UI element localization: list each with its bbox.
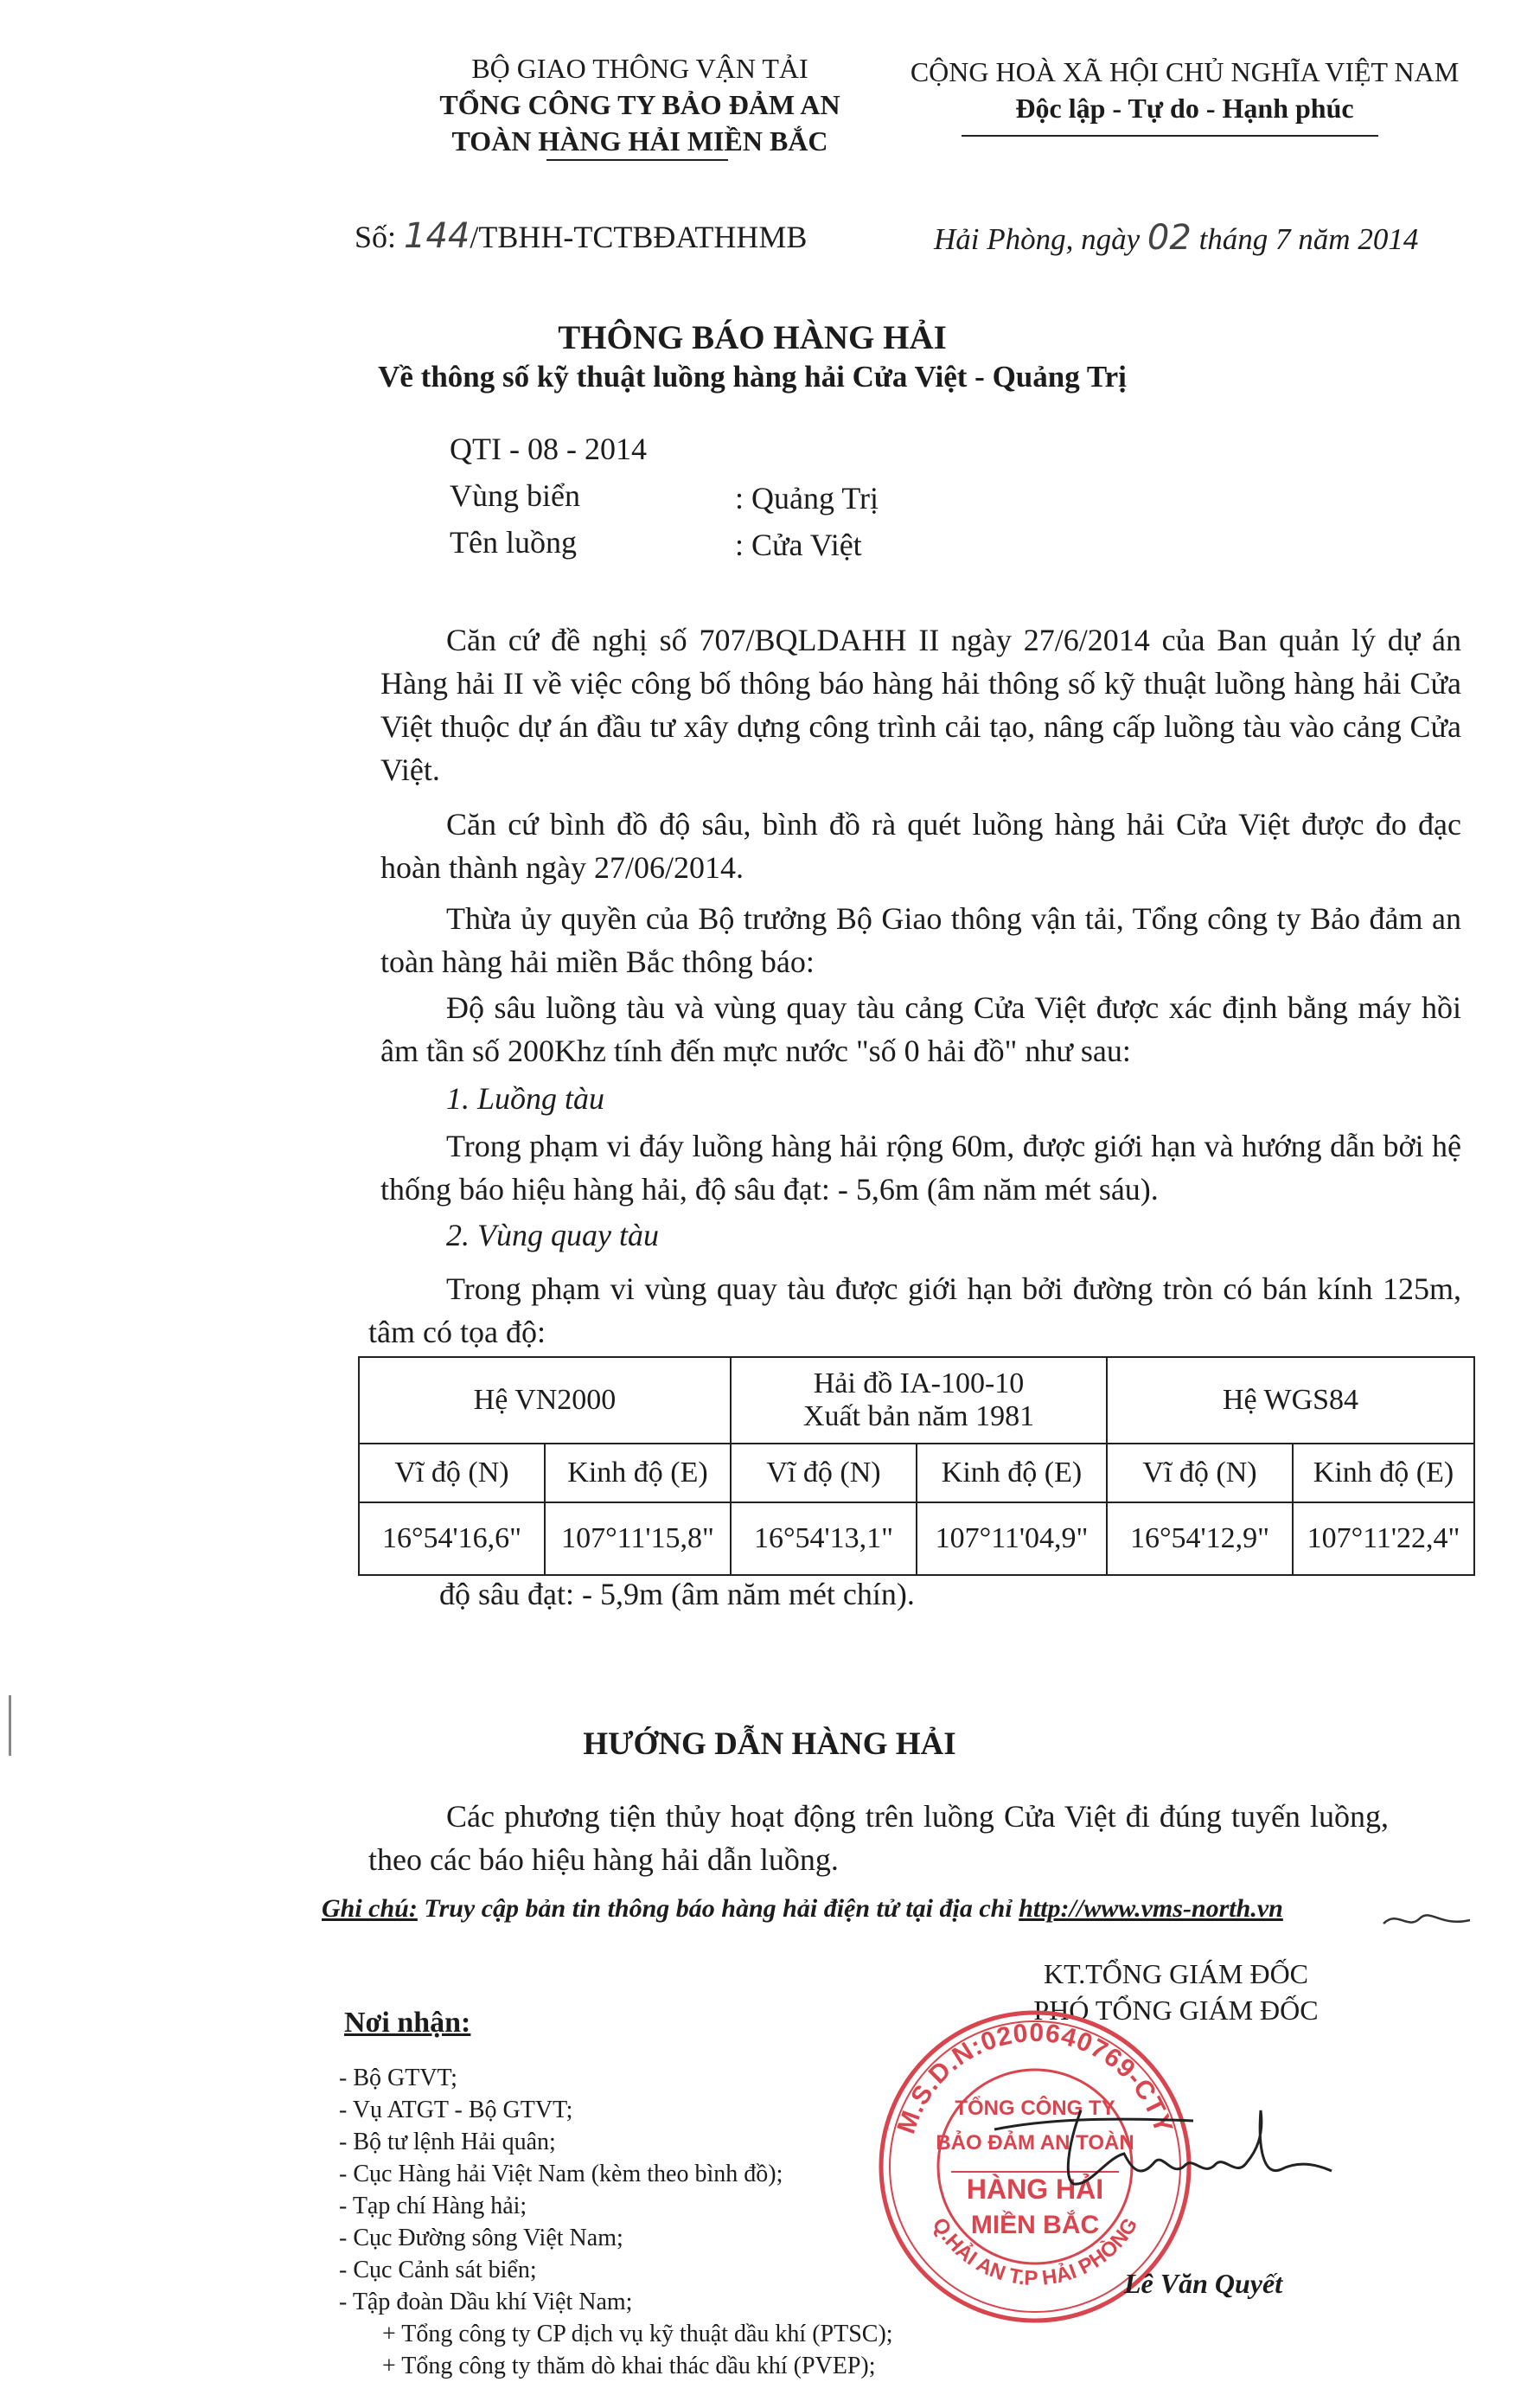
wgs-lon-value: 107°11'22,4" xyxy=(1293,1502,1474,1575)
wgs-lat-header: Vĩ độ (N) xyxy=(1107,1444,1293,1502)
signature-role-1: KT.TỔNG GIÁM ĐỐC xyxy=(1043,1958,1309,1989)
svg-text:Q.HẢI AN T.P HẢI PHÒNG: Q.HẢI AN T.P HẢI PHÒNG xyxy=(927,2213,1143,2291)
paragraph-authority: Thừa ủy quyền của Bộ trưởng Bộ Giao thông vận tải, Tổng công ty Bảo đảm an toàn hàng hải miền Bắc thông báo: xyxy=(380,901,1461,979)
turning-basin-depth: độ sâu đạt: - 5,9m (âm năm mét chín). xyxy=(439,1577,915,1611)
list-item: - Vụ ATGT - Bộ GTVT; xyxy=(339,2097,573,2123)
company-name-line1: TỔNG CÔNG TY BẢO ĐẢM AN xyxy=(439,89,840,120)
list-item: - Cục Cảnh sát biển; xyxy=(339,2257,537,2283)
list-item: - Bộ tư lệnh Hải quân; xyxy=(339,2129,556,2155)
recipients-list xyxy=(339,2062,893,2382)
ministry-name: BỘ GIAO THÔNG VẬN TẢI xyxy=(471,53,808,84)
wgs-lon-header: Kinh độ (E) xyxy=(1293,1444,1474,1502)
svg-text:M.S.D.N:0200640769-CTY: M.S.D.N:0200640769-CTY xyxy=(891,2018,1179,2138)
national-motto-block xyxy=(891,54,1479,126)
paragraph-basis-2: Căn cứ bình đồ độ sâu, bình đồ rà quét luồng hàng hải Cửa Việt được đo đạc hoàn thành ngày 27/06/2014. xyxy=(380,807,1461,885)
list-item: - Cục Đường sông Việt Nam; xyxy=(339,2225,623,2251)
note-text: Truy cập bản tin thông báo hàng hải điện tử tại địa chỉ xyxy=(424,1894,1013,1923)
list-item: - Bộ GTVT; xyxy=(339,2065,457,2091)
issuer-underline xyxy=(546,159,728,161)
ia-lat-value: 16°54'13,1" xyxy=(731,1502,917,1575)
section-heading-channel: 1. Luồng tàu xyxy=(446,1081,605,1116)
coordinate-table xyxy=(358,1356,1475,1576)
notice-title: THÔNG BÁO HÀNG HẢI xyxy=(558,319,947,356)
table-subheader-row xyxy=(359,1444,1474,1502)
list-item: - Cục Hàng hải Việt Nam (kèm theo bình đồ); xyxy=(339,2161,783,2187)
recipients-title: Nơi nhận: xyxy=(344,2007,471,2039)
signature-role-2: PHÓ TỔNG GIÁM ĐỐC xyxy=(1033,1995,1319,2026)
initial-mark-icon xyxy=(1380,1901,1475,1936)
note-url-link[interactable]: http://www.vms-north.vn xyxy=(1019,1894,1283,1923)
motto-underline xyxy=(962,135,1378,137)
note-line xyxy=(322,1894,1283,1924)
issuer-block xyxy=(380,50,899,159)
table-header-row xyxy=(359,1357,1474,1444)
channel-label: Tên luồng xyxy=(450,525,577,560)
paragraph-depth-method: Độ sâu luồng tàu và vùng quay tàu cảng Cửa Việt được xác định bằng máy hồi âm tần số 200Khz tính đến mực nước "số 0 hải đồ" như sau: xyxy=(380,990,1461,1068)
signature-scribble xyxy=(977,2076,1340,2214)
guidance-title: HƯỚNG DẪN HÀNG HẢI xyxy=(583,1726,956,1762)
svg-text:BẢO ĐẢM AN TOÀN: BẢO ĐẢM AN TOÀN xyxy=(936,2131,1134,2155)
ia-lon-header: Kinh độ (E) xyxy=(917,1444,1107,1502)
document-number: Số: 144/TBHH-TCTBĐATHHMB xyxy=(355,216,808,256)
svg-text:HÀNG HẢI: HÀNG HẢI xyxy=(966,2174,1104,2205)
scan-edge-mark xyxy=(9,1695,11,1756)
company-name-line2: TOÀN HÀNG HẢI MIỀN BẮC xyxy=(451,125,828,157)
date-day-handwritten: 02 xyxy=(1147,218,1192,258)
list-item: + Tổng công ty thăm dò khai thác dầu khí (PVEP); xyxy=(382,2353,876,2379)
wgs-lat-value: 16°54'12,9" xyxy=(1107,1502,1293,1575)
note-label: Ghi chú: xyxy=(322,1894,418,1923)
channel-value: : Cửa Việt xyxy=(735,528,862,562)
ia-lat-header: Vĩ độ (N) xyxy=(731,1444,917,1502)
nation-name: CỘNG HOÀ XÃ HỘI CHỦ NGHĨA VIỆT NAM xyxy=(910,56,1460,87)
section-heading-turning-basin: 2. Vùng quay tàu xyxy=(446,1218,659,1252)
list-item: - Tập đoàn Dầu khí Việt Nam; xyxy=(339,2289,633,2315)
header-wgs84: Hệ WGS84 xyxy=(1107,1357,1474,1444)
vn2000-lon-header: Kinh độ (E) xyxy=(545,1444,731,1502)
vn2000-lat-value: 16°54'16,6" xyxy=(359,1502,545,1575)
date-line: Hải Phòng, ngày 02 tháng 7 năm 2014 xyxy=(934,218,1419,258)
region-value: : Quảng Trị xyxy=(735,481,879,515)
vn2000-lat-header: Vĩ độ (N) xyxy=(359,1444,545,1502)
header-chart-ia: Hải đồ IA-100-10 Xuất bản năm 1981 xyxy=(731,1357,1107,1444)
document-number-handwritten: 144 xyxy=(404,216,470,256)
svg-text:MIỀN BẮC: MIỀN BẮC xyxy=(970,2211,1100,2239)
list-item: + Tổng công ty CP dịch vụ kỹ thuật dầu khí (PTSC); xyxy=(382,2321,893,2347)
notice-subtitle: Về thông số kỹ thuật luồng hàng hải Cửa Việt - Quảng Trị xyxy=(378,360,1127,394)
list-item: - Tạp chí Hàng hải; xyxy=(339,2193,527,2219)
guidance-text: Các phương tiện thủy hoạt động trên luồng Cửa Việt đi đúng tuyến luồng, theo các báo hiệu hàng hải dẫn luồng. xyxy=(368,1799,1389,1877)
paragraph-turning-basin: Trong phạm vi vùng quay tàu được giới hạn bởi đường tròn có bán kính 125m, tâm có tọa độ: xyxy=(368,1271,1461,1349)
ia-lon-value: 107°11'04,9" xyxy=(917,1502,1107,1575)
header-vn2000: Hệ VN2000 xyxy=(359,1357,731,1444)
signer-name: Lê Văn Quyết xyxy=(1124,2268,1283,2299)
notice-code: QTI - 08 - 2014 xyxy=(450,432,647,466)
table-row xyxy=(359,1502,1474,1575)
vn2000-lon-value: 107°11'15,8" xyxy=(545,1502,731,1575)
paragraph-basis-1: Căn cứ đề nghị số 707/BQLDAHH II ngày 27/6/2014 của Ban quản lý dự án Hàng hải II về việc công bố thông báo hàng hải thông số kỹ thuật luồng hàng hải Cửa Việt thuộc dự án đầu tư xây dựng công trình cải tạo, nâng cấp luồng tàu vào cảng Cửa Việt. xyxy=(380,623,1461,787)
paragraph-channel-depth: Trong phạm vi đáy luồng hàng hải rộng 60m, được giới hạn và hướng dẫn bởi hệ thống báo hiệu hàng hải, độ sâu đạt: - 5,6m (âm năm mét sáu). xyxy=(380,1129,1461,1207)
region-label: Vùng biển xyxy=(450,478,580,513)
svg-text:TỔNG CÔNG TY: TỔNG CÔNG TY xyxy=(955,2097,1115,2120)
nation-motto: Độc lập - Tự do - Hạnh phúc xyxy=(1015,93,1354,124)
